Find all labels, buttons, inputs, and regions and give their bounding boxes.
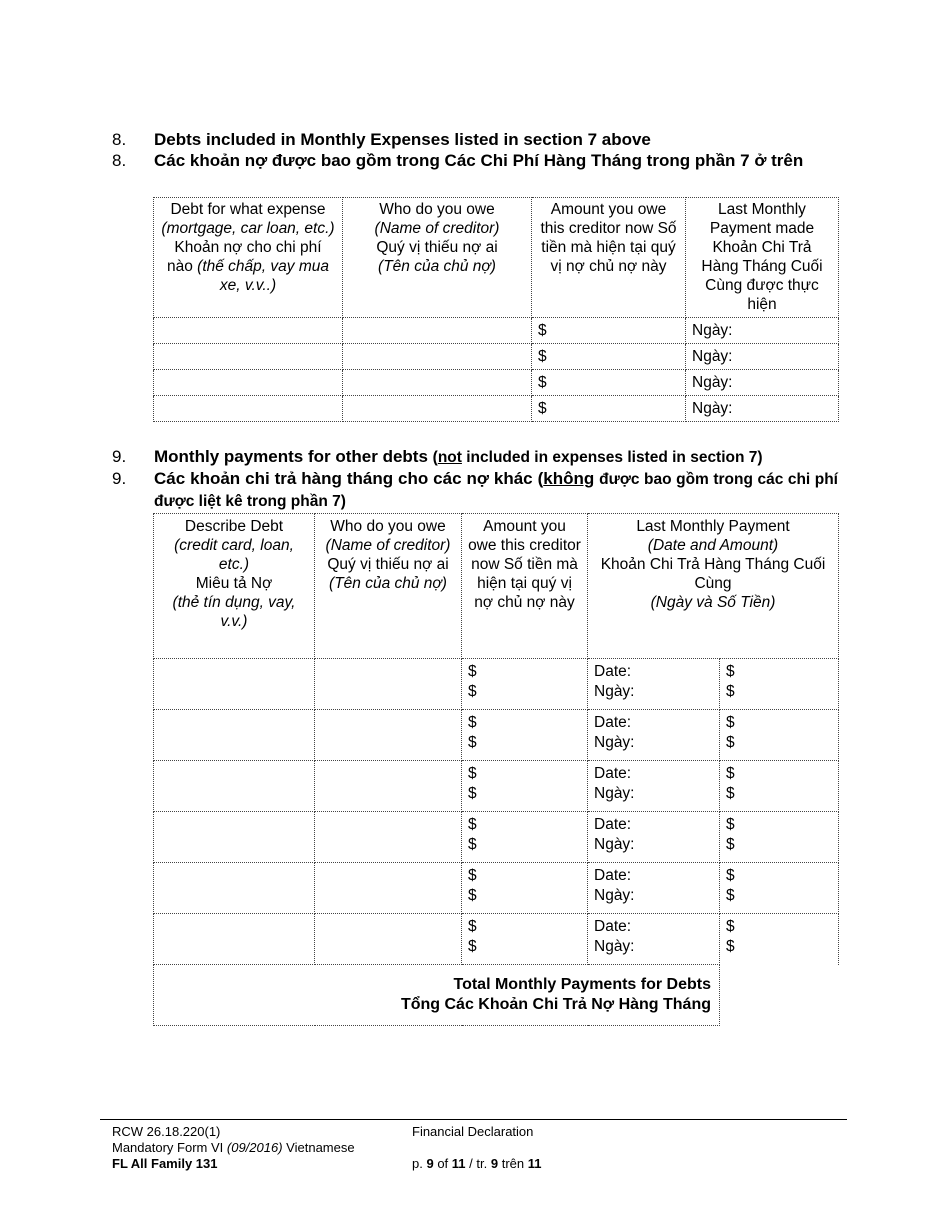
date-cell[interactable]: Date: Ngày: [588, 812, 720, 863]
section-9-heading [112, 446, 838, 512]
describe-debt-cell[interactable] [154, 761, 315, 812]
header-describe-debt: Describe Debt (credit card, loan, etc.) Miêu tả Nợ (thẻ tín dụng, vay, v.v.) [154, 514, 315, 659]
section-8-title-en: Debts included in Monthly Expenses listed in section 7 above [154, 130, 651, 149]
amount-cell[interactable]: $ $ [462, 710, 588, 761]
describe-debt-cell[interactable] [154, 710, 315, 761]
footer-family: FL All Family 131 [112, 1156, 218, 1171]
payment-amount-cell[interactable]: $ $ [720, 659, 839, 710]
creditor-cell[interactable] [315, 863, 462, 914]
creditor-cell[interactable] [315, 761, 462, 812]
date-cell[interactable]: Date: Ngày: [588, 659, 720, 710]
total-label-vi: Tổng Các Khoản Chi Trả Nợ Hàng Tháng [400, 996, 711, 1013]
table-header-row [154, 514, 839, 659]
creditor-cell[interactable] [315, 914, 462, 965]
amount-cell[interactable]: $ [532, 318, 686, 344]
section-8-heading [112, 129, 838, 171]
table-row [154, 914, 839, 965]
footer-center [412, 1124, 542, 1172]
amount-cell[interactable]: $ $ [462, 761, 588, 812]
date-cell[interactable]: Ngày: [686, 370, 839, 396]
header-amount-owed: Amount you owe this creditor now Số tiền mà hiện tại quý vị nợ chủ nợ này [462, 514, 588, 659]
amount-cell[interactable]: $ $ [462, 812, 588, 863]
table-row [154, 344, 839, 370]
header-who-owe: Who do you owe (Name of creditor) Quý vị thiếu nợ ai (Tên của chủ nợ) [315, 514, 462, 659]
section-number: 9. [112, 469, 127, 488]
header-last-payment: Last Monthly Payment (Date and Amount) Khoản Chi Trả Hàng Tháng Cuối Cùng (Ngày và Số Tiền) [588, 514, 839, 659]
debt-expense-cell[interactable] [154, 396, 343, 422]
section-number: 8. [112, 130, 127, 149]
amount-cell[interactable]: $ [532, 344, 686, 370]
date-cell[interactable]: Date: Ngày: [588, 761, 720, 812]
payment-amount-cell[interactable]: $ $ [720, 914, 839, 965]
creditor-cell[interactable] [343, 344, 532, 370]
header-debt-expense: Debt for what expense (mortgage, car loan, etc.) Khoản nợ cho chi phí nào (thế chấp, vay mua xe, v.v..) [154, 198, 343, 318]
section-number: 8. [112, 151, 127, 170]
date-cell[interactable]: Date: Ngày: [588, 710, 720, 761]
table-row [154, 370, 839, 396]
creditor-cell[interactable] [315, 659, 462, 710]
describe-debt-cell[interactable] [154, 659, 315, 710]
footer-title: Financial Declaration [412, 1124, 534, 1139]
debt-expense-cell[interactable] [154, 318, 343, 344]
describe-debt-cell[interactable] [154, 863, 315, 914]
total-row [154, 965, 839, 1026]
table-row [154, 761, 839, 812]
total-value-blank [720, 965, 839, 1026]
footer-form: Mandatory Form VI (09/2016) Vietnamese [112, 1140, 355, 1155]
other-debts-table [153, 513, 839, 1026]
payment-amount-cell[interactable]: $ $ [720, 710, 839, 761]
creditor-cell[interactable] [315, 812, 462, 863]
total-label-cell [154, 965, 720, 1026]
section-9-title-en: Monthly payments for other debts (not included in expenses listed in section 7) [154, 447, 763, 466]
debt-expense-cell[interactable] [154, 370, 343, 396]
amount-cell[interactable]: $ $ [462, 914, 588, 965]
creditor-cell[interactable] [315, 710, 462, 761]
date-cell[interactable]: Date: Ngày: [588, 863, 720, 914]
creditor-cell[interactable] [343, 318, 532, 344]
date-cell[interactable]: Ngày: [686, 318, 839, 344]
debt-expense-cell[interactable] [154, 344, 343, 370]
section-9-title-vi: Các khoản chi trả hàng tháng cho các nợ khác (không được bao gồm trong các chi phí được liệt kê trong phần 7) [154, 469, 838, 510]
creditor-cell[interactable] [343, 370, 532, 396]
footer-left [112, 1124, 355, 1172]
section-8-title-vi: Các khoản nợ được bao gồm trong Các Chi Phí Hàng Tháng trong phần 7 ở trên [154, 151, 804, 170]
debts-in-expenses-table [153, 197, 839, 422]
table-header-row [154, 198, 839, 318]
header-last-payment: Last Monthly Payment made Khoản Chi Trả Hàng Tháng Cuối Cùng được thực hiện [686, 198, 839, 318]
footer-rcw: RCW 26.18.220(1) [112, 1124, 221, 1139]
amount-cell[interactable]: $ [532, 370, 686, 396]
header-who-owe: Who do you owe (Name of creditor) Quý vị thiếu nợ ai (Tên của chủ nợ) [343, 198, 532, 318]
header-amount-owed: Amount you owe this creditor now Số tiền mà hiện tại quý vị nợ chủ nợ này [532, 198, 686, 318]
section-number: 9. [112, 447, 127, 466]
payment-amount-cell[interactable]: $ $ [720, 761, 839, 812]
payment-amount-cell[interactable]: $ $ [720, 812, 839, 863]
total-label-en: Total Monthly Payments for Debts [453, 976, 711, 993]
amount-cell[interactable]: $ [532, 396, 686, 422]
table-row [154, 812, 839, 863]
amount-cell[interactable]: $ $ [462, 659, 588, 710]
date-cell[interactable]: Ngày: [686, 396, 839, 422]
amount-cell[interactable]: $ $ [462, 863, 588, 914]
footer-page-number: p. 9 of 11 / tr. 9 trên 11 [412, 1156, 542, 1171]
page-footer [100, 1119, 847, 1171]
table-row [154, 318, 839, 344]
describe-debt-cell[interactable] [154, 914, 315, 965]
creditor-cell[interactable] [343, 396, 532, 422]
payment-amount-cell[interactable]: $ $ [720, 863, 839, 914]
table-row [154, 710, 839, 761]
date-cell[interactable]: Date: Ngày: [588, 914, 720, 965]
table-row [154, 863, 839, 914]
table-row [154, 396, 839, 422]
describe-debt-cell[interactable] [154, 812, 315, 863]
table-row [154, 659, 839, 710]
date-cell[interactable]: Ngày: [686, 344, 839, 370]
